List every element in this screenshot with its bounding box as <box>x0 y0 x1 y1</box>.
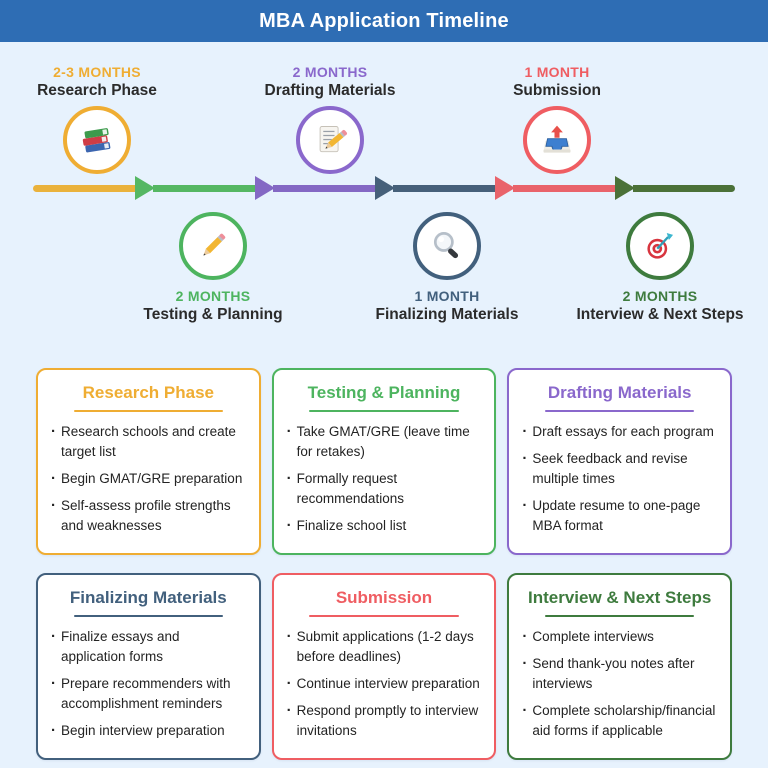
arrowhead-icon <box>255 176 275 200</box>
phase-drafting <box>220 64 440 174</box>
target-icon <box>642 228 678 264</box>
card-bullet: · Prepare recommenders with accomplishment reminders <box>50 674 247 714</box>
segment-research <box>33 185 135 192</box>
segment-submission <box>513 185 615 192</box>
phase-circle <box>523 106 591 174</box>
phase-duration: 2-3 MONTHS <box>53 64 141 80</box>
phase-duration: 2 MONTHS <box>292 64 368 80</box>
phase-finalizing <box>337 212 557 324</box>
card-interview-next-steps <box>507 573 732 760</box>
card-bullet-list <box>521 422 718 536</box>
card-research-phase <box>36 368 261 555</box>
card-title: Testing & Planning <box>307 383 461 402</box>
segment-testing <box>153 185 255 192</box>
phase-testing <box>103 212 323 324</box>
phase-name: Testing & Planning <box>143 306 283 323</box>
outbox-icon <box>539 122 575 158</box>
card-bullet: · Update resume to one-page MBA format <box>521 496 718 536</box>
phase-duration: 1 MONTH <box>414 288 480 304</box>
card-bullet: · Complete scholarship/​financial aid forms if applicable <box>521 701 718 741</box>
card-bullet-list <box>50 627 247 741</box>
arrowhead-icon <box>135 176 155 200</box>
card-divider <box>309 615 458 617</box>
phase-circle <box>296 106 364 174</box>
phase-submission <box>447 64 667 174</box>
phase-interview <box>550 212 768 324</box>
books-icon <box>78 121 116 159</box>
phase-duration: 2 MONTHS <box>622 288 698 304</box>
pencil-icon <box>195 228 231 264</box>
card-bullet: · Draft essays for each program <box>521 422 718 442</box>
card-submission <box>272 573 497 760</box>
phase-duration: 2 MONTHS <box>175 288 251 304</box>
page-title: MBA Application Timeline <box>259 9 509 32</box>
phase-cards-grid <box>36 368 732 760</box>
card-divider <box>545 615 694 617</box>
card-bullet: · Complete interviews <box>521 627 718 647</box>
phase-name: Research Phase <box>37 82 157 99</box>
card-title: Drafting Materials <box>547 383 692 402</box>
phase-circle <box>413 212 481 280</box>
card-bullet: · Research schools and create target list <box>50 422 247 462</box>
card-bullet: · Finalize school list <box>286 516 483 536</box>
phase-name: Submission <box>513 82 601 99</box>
card-divider <box>309 410 458 412</box>
memo-icon <box>312 122 348 158</box>
timeline-bar <box>33 176 735 200</box>
magnifier-icon <box>429 228 465 264</box>
card-bullet: · Seek feedback and revise multiple times <box>521 449 718 489</box>
phase-duration: 1 MONTH <box>524 64 590 80</box>
arrowhead-icon <box>495 176 515 200</box>
card-bullet: · Finalize essays and application forms <box>50 627 247 667</box>
timeline-section <box>0 42 768 344</box>
phase-name: Finalizing Materials <box>375 306 519 323</box>
card-bullet: · Formally request recommendations <box>286 469 483 509</box>
card-drafting-materials <box>507 368 732 555</box>
card-divider <box>545 410 694 412</box>
card-bullet-list <box>286 422 483 536</box>
card-divider <box>74 410 223 412</box>
phase-circle <box>63 106 131 174</box>
card-bullet: · Respond promptly to interview invitations <box>286 701 483 741</box>
card-finalizing-materials <box>36 573 261 760</box>
card-title: Submission <box>335 587 433 607</box>
card-bullet-list <box>521 627 718 741</box>
card-title: Research Phase <box>82 383 215 402</box>
card-bullet: · Continue interview preparation <box>286 674 483 694</box>
card-divider <box>74 615 223 617</box>
phase-name: Drafting Materials <box>264 82 396 99</box>
card-bullet: · Self-assess profile strengths and weaknesses <box>50 496 247 536</box>
card-bullet-list <box>286 627 483 741</box>
card-bullet: · Send thank-you notes after interviews <box>521 654 718 694</box>
phase-circle <box>626 212 694 280</box>
card-title: Interview & Next Steps <box>528 587 712 607</box>
segment-interview <box>633 185 735 192</box>
phase-circle <box>179 212 247 280</box>
phase-name: Interview & Next Steps <box>576 306 744 323</box>
card-bullet: · Take GMAT/GRE (leave time for retakes) <box>286 422 483 462</box>
card-bullet: · Begin interview preparation <box>50 721 247 741</box>
arrowhead-icon <box>615 176 635 200</box>
arrowhead-icon <box>375 176 395 200</box>
segment-drafting <box>273 185 375 192</box>
card-bullet-list <box>50 422 247 536</box>
card-bullet: · Begin GMAT/GRE preparation <box>50 469 247 489</box>
phase-research <box>0 64 207 174</box>
segment-finalizing <box>393 185 495 192</box>
header-bar <box>0 0 768 42</box>
card-testing-planning <box>272 368 497 555</box>
card-bullet: · Submit applications (1-2 days before deadlines) <box>286 627 483 667</box>
card-title: Finalizing Materials <box>69 587 227 607</box>
